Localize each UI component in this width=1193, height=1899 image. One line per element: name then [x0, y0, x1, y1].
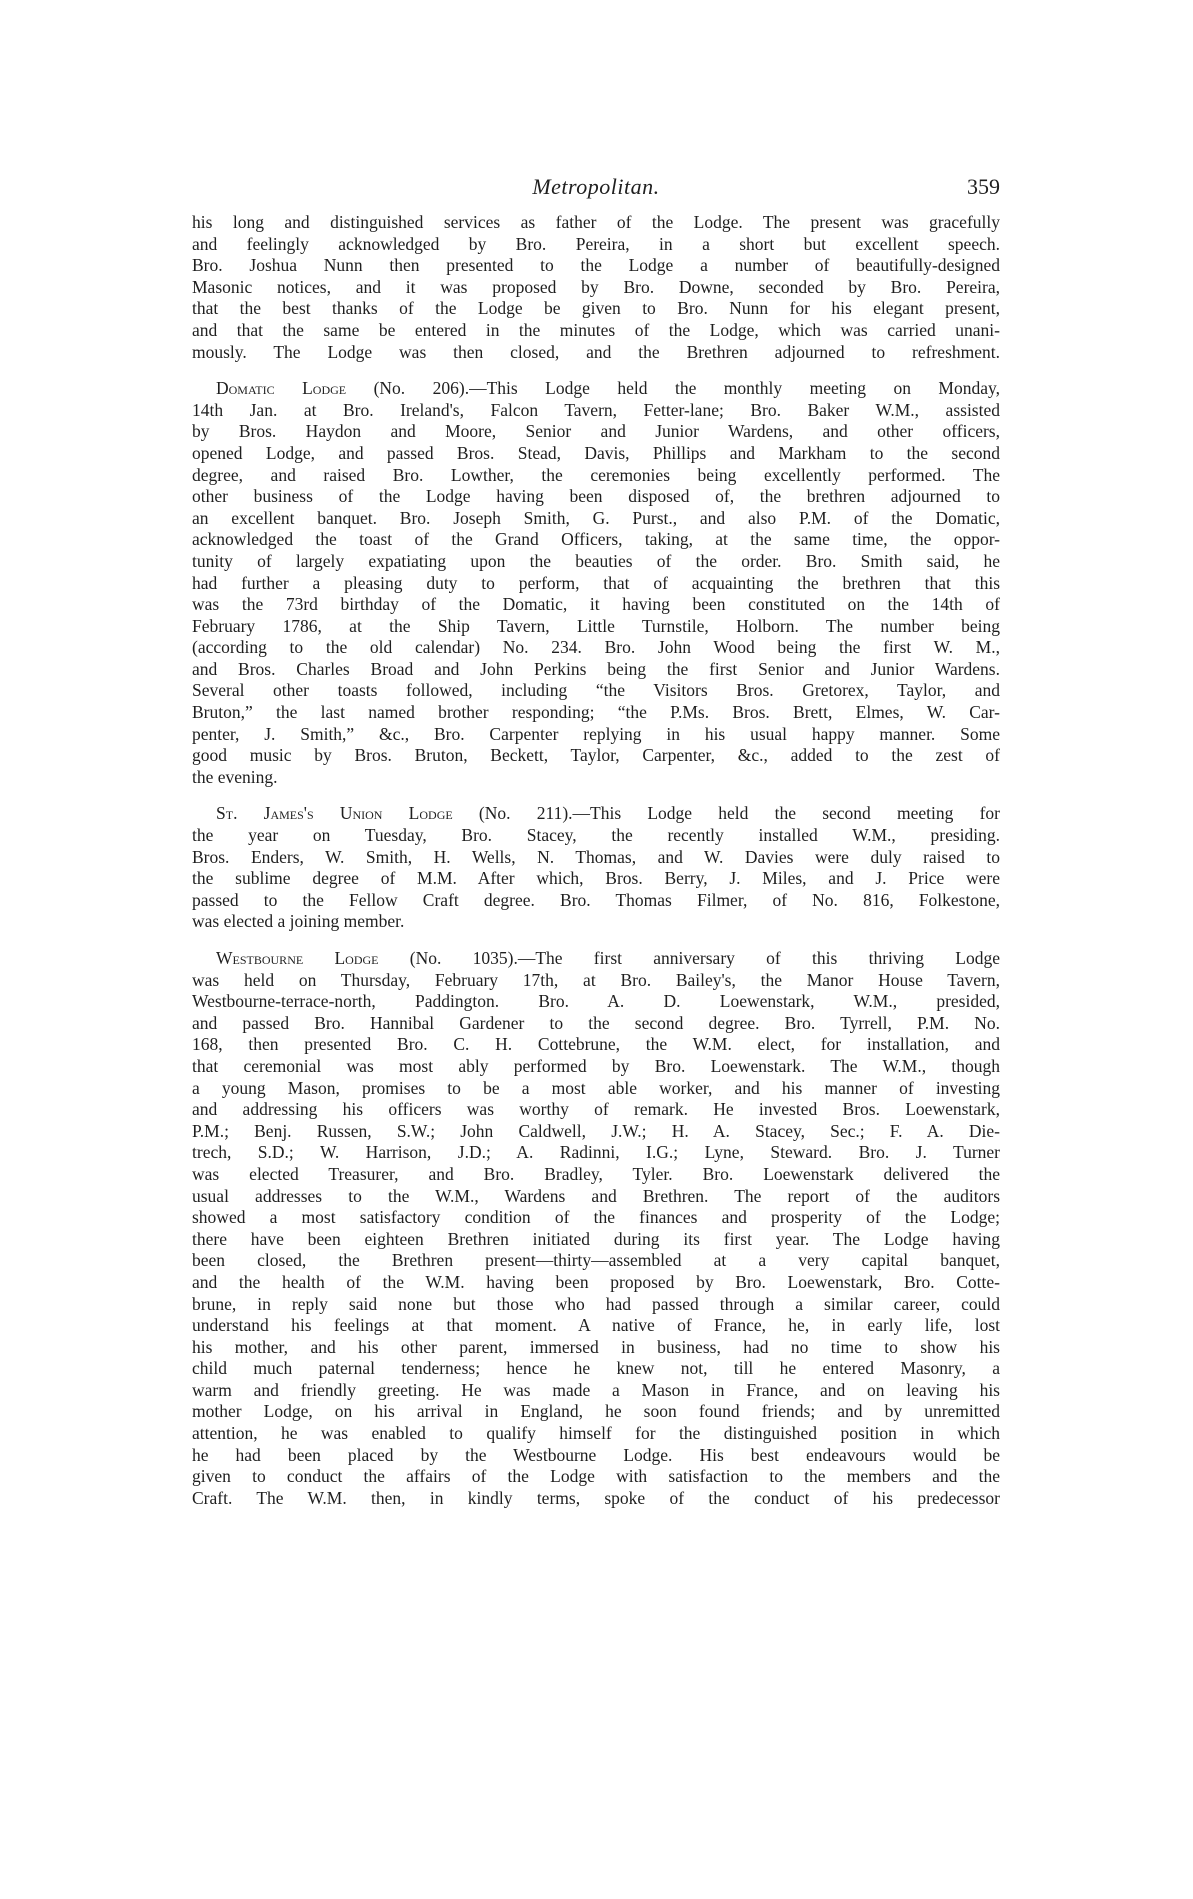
- paragraph-st-jamess-union-lodge: [192, 803, 1000, 933]
- text-line: had further a pleasing duty to perform, that of acquainting the brethren that this: [192, 572, 1000, 593]
- text-line: the sublime degree of M.M. After which, Bros. Berry, J. Miles, and J. Price were: [192, 868, 1000, 889]
- text-line: Bro. Joshua Nunn then presented to the Lodge a number of beautifully-designed: [192, 255, 1000, 276]
- text-line: was held on Thursday, February 17th, at Bro. Bailey's, the Manor House Tavern,: [192, 969, 1000, 990]
- text-line: Bruton,” the last named brother responding; “the P.Ms. Bros. Brett, Elmes, W. Car-: [192, 702, 1000, 723]
- text-line: (according to the old calendar) No. 234. Bro. John Wood being the first W. M.,: [192, 637, 1000, 658]
- text-line: opened Lodge, and passed Bros. Stead, Davis, Phillips and Markham to the second: [192, 442, 1000, 463]
- text-line: was elected a joining member.: [192, 911, 405, 932]
- text-line: his long and distinguished services as father of the Lodge. The present was gracefully: [192, 212, 1000, 232]
- text-line: by Bros. Haydon and Moore, Senior and Junior Wardens, and other officers,: [192, 421, 1000, 442]
- paragraph-westbourne-lodge: [192, 948, 1000, 1509]
- text-fragment: (No. 206).—This Lodge held the monthly meeting on Monday,: [346, 378, 1000, 399]
- text-line: child much paternal tenderness; hence he knew not, till he entered Masonry, a: [192, 1358, 1000, 1379]
- text-line: mously. The Lodge was then closed, and the Brethren adjourned to refreshment.: [192, 341, 1000, 362]
- text-line: there have been eighteen Brethren initiated during its first year. The Lodge having: [192, 1228, 1000, 1249]
- text-line: 14th Jan. at Bro. Ireland's, Falcon Tavern, Fetter-lane; Bro. Baker W.M., assisted: [192, 399, 1000, 420]
- text-line: Masonic notices, and it was proposed by Bro. Downe, seconded by Bro. Pereira,: [192, 276, 1000, 297]
- text-line: understand his feelings at that moment. A native of France, he, in early life, lost: [192, 1315, 1000, 1336]
- text-line: other business of the Lodge having been disposed of, the brethren adjourned to: [192, 486, 1000, 507]
- text-line: he had been placed by the Westbourne Lodge. His best endeavours would be: [192, 1444, 1000, 1465]
- text-line: usual addresses to the W.M., Wardens and Brethren. The report of the auditors: [192, 1185, 1000, 1206]
- text-line: [192, 803, 1000, 825]
- text-line: Craft. The W.M. then, in kindly terms, spoke of the conduct of his predecessor: [192, 1487, 1000, 1508]
- text-line: warm and friendly greeting. He was made a Mason in France, and on leaving his: [192, 1379, 1000, 1400]
- text-line: brune, in reply said none but those who had passed through a similar career, could: [192, 1293, 1000, 1314]
- text-line: and Bros. Charles Broad and John Perkins being the first Senior and Junior Wardens.: [192, 658, 1000, 679]
- lodge-heading: Westbourne Lodge: [216, 948, 379, 968]
- lodge-heading: Domatic Lodge: [216, 378, 347, 399]
- text-line: that ceremonial was most ably performed by Bro. Loewenstark. The W.M., though: [192, 1055, 1000, 1076]
- text-fragment: (No. 211).—This Lodge held the second meeting for: [452, 803, 1000, 824]
- text-fragment: (No. 1035).—The first anniversary of this thriving Lodge: [378, 948, 1000, 968]
- lodge-heading: St. James's Union Lodge: [216, 803, 453, 824]
- text-line: acknowledged the toast of the Grand Officers, taking, at the same time, the oppor-: [192, 529, 1000, 550]
- text-line: Several other toasts followed, including “the Visitors Bros. Gretorex, Taylor, and: [192, 680, 1000, 701]
- text-line: and the health of the W.M. having been proposed by Bro. Loewenstark, Bro. Cotte-: [192, 1271, 1000, 1292]
- text-line: been closed, the Brethren present—thirty—assembled at a very capital banquet,: [192, 1250, 1000, 1271]
- text-line: penter, J. Smith,” &c., Bro. Carpenter replying in his usual happy manner. Some: [192, 723, 1000, 744]
- paragraph-domatic-lodge: [192, 378, 1000, 788]
- text-line: a young Mason, promises to be a most able worker, and his manner of investing: [192, 1077, 1000, 1098]
- text-line: and addressing his officers was worthy of remark. He invested Bros. Loewenstark,: [192, 1099, 1000, 1120]
- text-line: showed a most satisfactory condition of the finances and prosperity of the Lodge;: [192, 1207, 1000, 1228]
- article-body: [192, 212, 1000, 1524]
- text-line: degree, and raised Bro. Lowther, the ceremonies being excellently performed. The: [192, 464, 1000, 485]
- text-line: February 1786, at the Ship Tavern, Little Turnstile, Holborn. The number being: [192, 615, 1000, 636]
- running-head: [192, 174, 1000, 204]
- text-line: was elected Treasurer, and Bro. Bradley, Tyler. Bro. Loewenstark delivered the: [192, 1163, 1000, 1184]
- text-line: Westbourne-terrace-north, Paddington. Bro. A. D. Loewenstark, W.M., presided,: [192, 991, 1000, 1012]
- text-line: and that the same be entered in the minutes of the Lodge, which was carried unani-: [192, 319, 1000, 340]
- text-line: given to conduct the affairs of the Lodge with satisfaction to the members and the: [192, 1466, 1000, 1487]
- text-line: [192, 948, 1000, 970]
- text-line: trech, S.D.; W. Harrison, J.D.; A. Radinni, I.G.; Lyne, Steward. Bro. J. Turner: [192, 1142, 1000, 1163]
- text-line: and feelingly acknowledged by Bro. Pereira, in a short but excellent speech.: [192, 233, 1000, 254]
- page-title: Metropolitan.: [532, 174, 660, 199]
- text-line: [192, 378, 1000, 400]
- text-line: the evening.: [192, 766, 278, 787]
- page-number: 359: [967, 174, 1000, 199]
- text-line: 168, then presented Bro. C. H. Cottebrune, the W.M. elect, for installation, and: [192, 1034, 1000, 1055]
- text-line: was the 73rd birthday of the Domatic, it having been constituted on the 14th of: [192, 594, 1000, 615]
- text-line: attention, he was enabled to qualify himself for the distinguished position in which: [192, 1423, 1000, 1444]
- text-line: his mother, and his other parent, immersed in business, had no time to show his: [192, 1336, 1000, 1357]
- text-line: good music by Bros. Bruton, Beckett, Taylor, Carpenter, &c., added to the zest of: [192, 745, 1000, 766]
- text-line: tunity of largely expatiating upon the beauties of the order. Bro. Smith said, he: [192, 550, 1000, 571]
- paragraph-continuation: [192, 212, 1000, 363]
- text-line: that the best thanks of the Lodge be given to Bro. Nunn for his elegant present,: [192, 298, 1000, 319]
- text-line: and passed Bro. Hannibal Gardener to the second degree. Bro. Tyrrell, P.M. No.: [192, 1012, 1000, 1033]
- text-line: Bros. Enders, W. Smith, H. Wells, N. Thomas, and W. Davies were duly raised to: [192, 846, 1000, 867]
- text-line: P.M.; Benj. Russen, S.W.; John Caldwell, J.W.; H. A. Stacey, Sec.; F. A. Die-: [192, 1120, 1000, 1141]
- text-line: mother Lodge, on his arrival in England, he soon found friends; and by unremitted: [192, 1401, 1000, 1422]
- text-line: passed to the Fellow Craft degree. Bro. Thomas Filmer, of No. 816, Folkestone,: [192, 889, 1000, 910]
- text-line: an excellent banquet. Bro. Joseph Smith, G. Purst., and also P.M. of the Domatic,: [192, 507, 1000, 528]
- text-line: the year on Tuesday, Bro. Stacey, the recently installed W.M., presiding.: [192, 825, 1000, 846]
- book-page: [192, 0, 1000, 1899]
